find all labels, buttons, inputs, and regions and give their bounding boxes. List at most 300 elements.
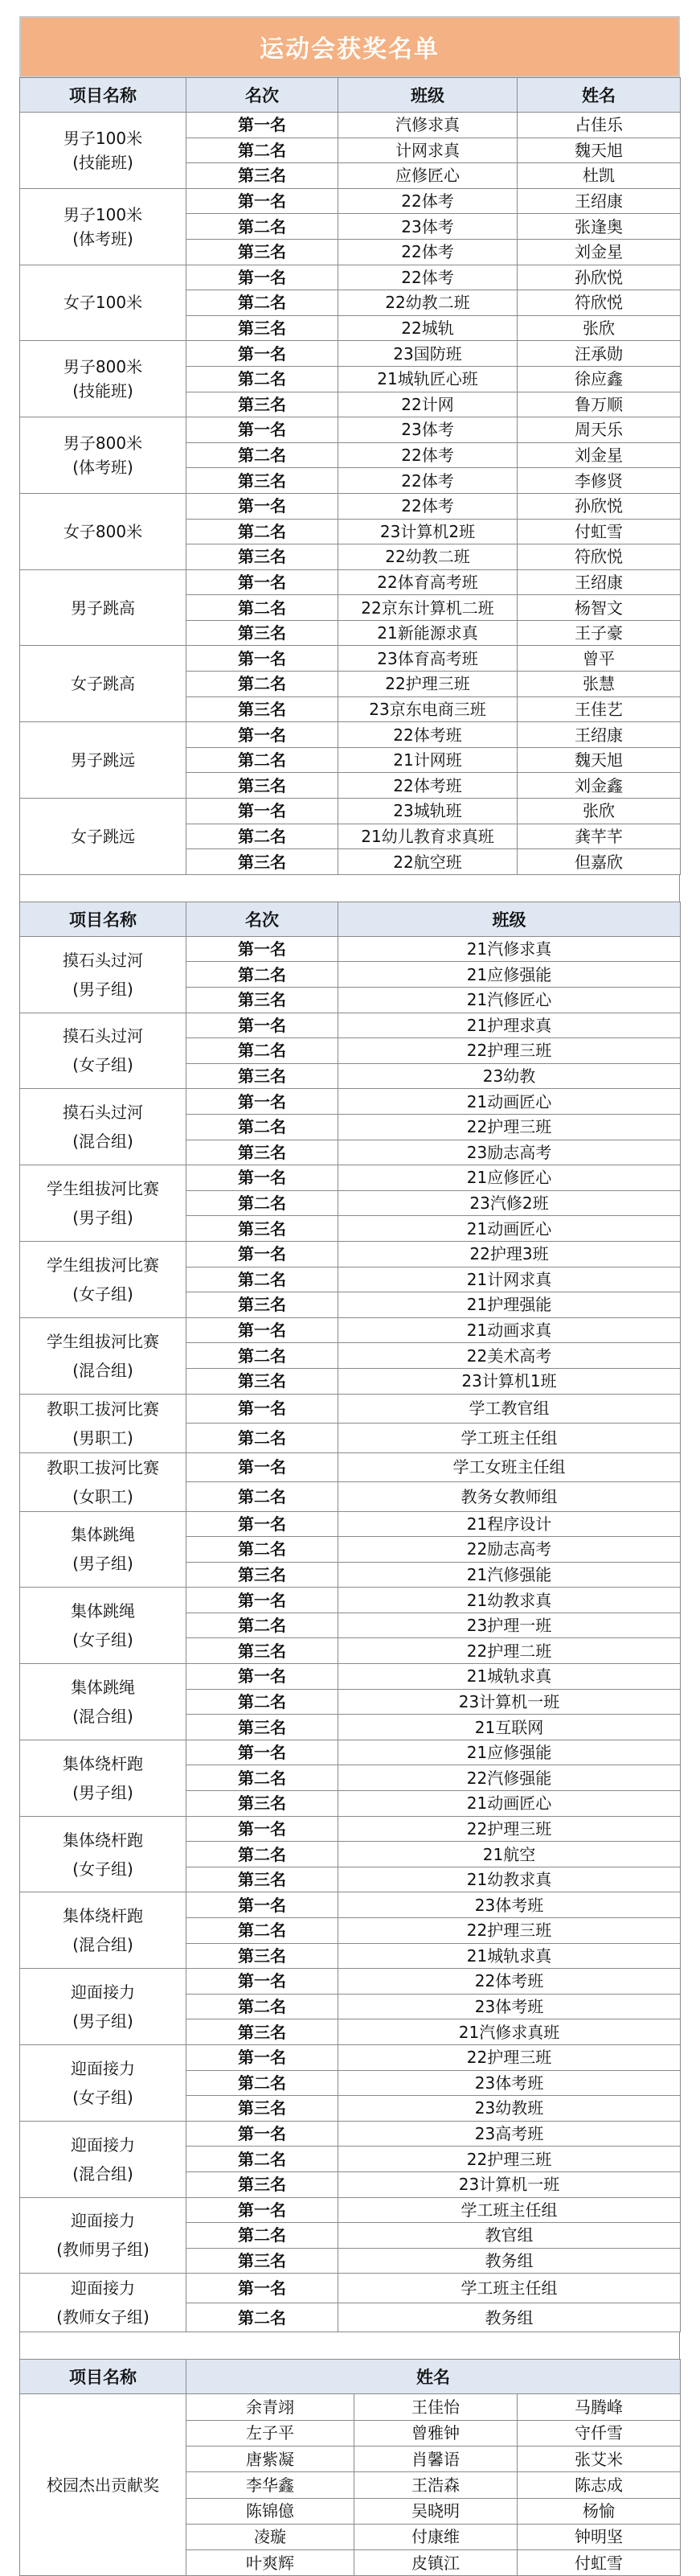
rank-cell: 第三名 — [186, 1292, 338, 1318]
column-header: 项目名称 — [20, 902, 186, 936]
award-document — [19, 16, 680, 2576]
event-name-line: 集体跳绳 — [71, 1525, 135, 1545]
event-name-line: 男子100米 — [63, 204, 143, 224]
class-cell: 21应修强能 — [338, 1740, 681, 1765]
rank-cell: 第一名 — [186, 646, 338, 672]
class-cell: 23城轨班 — [338, 799, 518, 824]
event-name-cell — [20, 1394, 186, 1452]
event-name-line: (混合组) — [72, 1935, 133, 1955]
class-cell: 21护理求真 — [338, 1013, 681, 1038]
class-cell: 22励志高考 — [338, 1537, 681, 1563]
rank-cell: 第一名 — [186, 799, 338, 824]
rank-cell: 第二名 — [186, 1267, 338, 1292]
rank-cell: 第三名 — [186, 2096, 338, 2122]
name-cell: 吴晓明 — [354, 2498, 518, 2524]
rank-cell: 第二名 — [186, 2147, 338, 2172]
class-cell: 22汽修强能 — [338, 1765, 681, 1791]
name-cell: 付虹雪 — [518, 2550, 681, 2576]
name-cell: 守仟雪 — [518, 2420, 681, 2446]
event-name-line: (女职工) — [72, 1486, 133, 1506]
class-cell: 22体考 — [338, 442, 518, 468]
event-name-line: (女子组) — [72, 1284, 133, 1304]
event-name-line: 迎面接力 — [71, 2134, 135, 2155]
event-name-line: 迎面接力 — [71, 2211, 135, 2231]
class-cell: 22护理三班 — [338, 1038, 681, 1064]
event-name-line: (男子组) — [72, 1208, 133, 1228]
event-name-line: (体考班) — [72, 228, 133, 249]
class-cell: 21汽修求真班 — [338, 2019, 681, 2045]
rank-cell: 第一名 — [186, 1452, 338, 1482]
document-title: 运动会获奖名单 — [19, 16, 680, 77]
name-cell: 左子平 — [186, 2420, 354, 2446]
table-row — [20, 1816, 681, 1842]
name-cell: 付康维 — [354, 2524, 518, 2549]
column-header: 名次 — [186, 902, 338, 936]
class-cell: 21新能源求真 — [338, 620, 518, 646]
class-cell: 23汽修2班 — [338, 1190, 681, 1216]
table-row — [20, 569, 681, 595]
class-cell: 23体考班 — [338, 1892, 681, 1918]
name-cell: 孙欣悦 — [518, 265, 681, 290]
rank-cell: 第二名 — [186, 290, 338, 316]
name-cell: 王浩森 — [354, 2472, 518, 2498]
name-cell: 汪承勋 — [518, 341, 681, 367]
event-name-line: 摸石头过河 — [63, 1026, 143, 1046]
rank-cell: 第一名 — [186, 2044, 338, 2070]
rank-cell: 第二名 — [186, 1918, 338, 1944]
table-row — [20, 2197, 681, 2223]
class-cell: 21动画匠心 — [338, 1089, 681, 1115]
event-name-cell — [20, 1165, 186, 1242]
event-name-cell — [20, 341, 186, 417]
class-cell: 22护理3班 — [338, 1241, 681, 1267]
event-name-line: (教师男子组) — [56, 2240, 149, 2260]
event-name-line: 集体绕杆跑 — [63, 1830, 143, 1850]
rank-cell: 第三名 — [186, 1791, 338, 1817]
rank-cell: 第二名 — [186, 1689, 338, 1715]
name-cell: 杨智文 — [518, 595, 681, 621]
name-cell: 王佳艺 — [518, 696, 681, 722]
rank-cell: 第三名 — [186, 620, 338, 646]
table-row — [20, 1165, 681, 1191]
name-cell: 陈锦億 — [186, 2498, 354, 2524]
table-row — [20, 1394, 681, 1424]
rank-cell: 第二名 — [186, 1114, 338, 1140]
class-cell: 21汽修求真 — [338, 936, 681, 962]
header-row — [20, 78, 681, 113]
event-name-line: (男子组) — [72, 979, 133, 999]
class-cell: 学工班主任组 — [338, 1424, 681, 1453]
class-cell: 22计网 — [338, 392, 518, 417]
name-cell: 余青翊 — [186, 2394, 354, 2420]
class-cell: 23计算机1班 — [338, 1368, 681, 1394]
name-cell: 凌璇 — [186, 2524, 354, 2549]
event-name-cell — [20, 569, 186, 646]
header-row — [20, 902, 681, 936]
rank-cell: 第二名 — [186, 366, 338, 392]
rank-cell: 第一名 — [186, 1816, 338, 1842]
name-cell: 曾雅钟 — [354, 2420, 518, 2446]
event-name-line: 集体绕杆跑 — [63, 1753, 143, 1773]
class-cell: 22美术高考 — [338, 1343, 681, 1369]
class-cell: 23体育高考班 — [338, 646, 518, 672]
event-name-cell — [20, 1892, 186, 1969]
class-cell: 22城轨 — [338, 315, 518, 341]
rank-cell: 第二名 — [186, 2223, 338, 2249]
event-name-line: (技能班) — [72, 152, 133, 172]
event-name-line: (教师女子组) — [56, 2307, 149, 2327]
class-cell: 22幼教二班 — [338, 290, 518, 316]
table-row — [20, 1969, 681, 1995]
event-name-cell — [20, 113, 186, 189]
event-name-cell — [20, 2044, 186, 2121]
rank-cell: 第二名 — [186, 1038, 338, 1064]
event-name-line: 男子800米 — [63, 433, 143, 454]
rank-cell: 第三名 — [186, 1638, 338, 1664]
rank-cell: 第三名 — [186, 1140, 338, 1165]
rank-cell: 第一名 — [186, 1664, 338, 1690]
name-cell: 张逢奥 — [518, 214, 681, 240]
rank-cell: 第三名 — [186, 2171, 338, 2197]
rank-cell: 第一名 — [186, 1394, 338, 1424]
table-row — [20, 113, 681, 138]
table-row — [20, 1740, 681, 1765]
rank-cell: 第一名 — [186, 1740, 338, 1765]
rank-cell: 第二名 — [186, 1190, 338, 1216]
class-cell: 22护理三班 — [338, 2044, 681, 2070]
class-cell: 教务组 — [338, 2248, 681, 2274]
rank-cell: 第三名 — [186, 468, 338, 494]
individual-events-table — [19, 77, 681, 875]
event-name-line: 男子跳远 — [71, 750, 135, 770]
class-cell: 21城轨匠心班 — [338, 366, 518, 392]
rank-cell: 第一名 — [186, 2274, 338, 2303]
name-cell: 刘金星 — [518, 442, 681, 468]
rank-cell: 第二名 — [186, 1613, 338, 1638]
name-cell: 曾平 — [518, 646, 681, 672]
event-name-line: (体考班) — [72, 458, 133, 478]
table-row — [20, 2394, 681, 2420]
name-cell: 龚芊芊 — [518, 824, 681, 849]
rank-cell: 第一名 — [186, 2121, 338, 2147]
rank-cell: 第一名 — [186, 1013, 338, 1038]
class-cell: 21幼教求真 — [338, 1867, 681, 1892]
rank-cell: 第一名 — [186, 1969, 338, 1995]
event-name-line: 迎面接力 — [71, 2278, 135, 2299]
class-cell: 计网求真 — [338, 138, 518, 163]
event-name-cell — [20, 417, 186, 494]
event-name-line: 集体跳绳 — [71, 1601, 135, 1621]
class-cell: 22体考 — [338, 239, 518, 265]
class-cell: 23幼教 — [338, 1063, 681, 1089]
name-cell: 叶爽辉 — [186, 2550, 354, 2576]
class-cell: 21互联网 — [338, 1715, 681, 1740]
rank-cell: 第三名 — [186, 163, 338, 189]
event-name-cell — [20, 1317, 186, 1394]
name-cell: 孙欣悦 — [518, 493, 681, 519]
name-cell: 刘金星 — [518, 239, 681, 265]
class-cell: 23国防班 — [338, 341, 518, 367]
name-cell: 杨愉 — [518, 2498, 681, 2524]
rank-cell: 第三名 — [186, 849, 338, 875]
class-cell: 22护理三班 — [338, 1816, 681, 1842]
event-name-line: (女子组) — [72, 2087, 133, 2107]
event-name-cell — [20, 1452, 186, 1511]
header-row — [20, 2360, 681, 2394]
event-name-line: 男子800米 — [63, 357, 143, 377]
rank-cell: 第一名 — [186, 569, 338, 595]
event-name-line: 迎面接力 — [71, 2058, 135, 2078]
event-name-line: 男子100米 — [63, 128, 143, 148]
name-cell: 张欣 — [518, 799, 681, 824]
event-name-cell — [20, 493, 186, 569]
rank-cell: 第一名 — [186, 417, 338, 443]
class-cell: 21动画匠心 — [338, 1216, 681, 1242]
class-cell: 教官组 — [338, 2223, 681, 2249]
team-events-table — [19, 902, 681, 2333]
event-name-cell — [20, 2197, 186, 2274]
class-cell: 22护理三班 — [338, 2147, 681, 2172]
name-cell: 钟明坚 — [518, 2524, 681, 2549]
event-name-line: (女子组) — [72, 1055, 133, 1075]
table-row — [20, 1241, 681, 1267]
event-name-cell — [20, 1816, 186, 1892]
rank-cell: 第三名 — [186, 1867, 338, 1892]
event-name-line: (女子组) — [72, 1630, 133, 1650]
name-cell: 唐紫凝 — [186, 2446, 354, 2471]
rank-cell: 第二名 — [186, 2070, 338, 2096]
name-cell: 王绍康 — [518, 188, 681, 214]
column-header: 项目名称 — [20, 2360, 186, 2394]
rank-cell: 第一名 — [186, 2197, 338, 2223]
class-cell: 21护理强能 — [338, 1292, 681, 1318]
rank-cell: 第三名 — [186, 1216, 338, 1242]
name-cell: 占佳乐 — [518, 113, 681, 138]
table-row — [20, 2121, 681, 2147]
section-gap — [19, 2332, 680, 2359]
rank-cell: 第二名 — [186, 1994, 338, 2019]
table-row — [20, 1892, 681, 1918]
name-cell: 张欣 — [518, 315, 681, 341]
event-name-line: (男子组) — [72, 1554, 133, 1574]
name-cell: 李华鑫 — [186, 2472, 354, 2498]
class-cell: 22幼教二班 — [338, 544, 518, 570]
class-cell: 23计算机一班 — [338, 2171, 681, 2197]
rank-cell: 第二名 — [186, 1424, 338, 1453]
table-row — [20, 799, 681, 824]
class-cell: 22护理三班 — [338, 1918, 681, 1944]
class-cell: 21动画求真 — [338, 1317, 681, 1343]
rank-cell: 第一名 — [186, 1511, 338, 1537]
name-cell: 王子豪 — [518, 620, 681, 646]
class-cell: 22体考班 — [338, 1969, 681, 1995]
class-cell: 23护理一班 — [338, 1613, 681, 1638]
name-cell: 符欣悦 — [518, 544, 681, 570]
class-cell: 21航空 — [338, 1842, 681, 1867]
class-cell: 21计网求真 — [338, 1267, 681, 1292]
rank-cell: 第三名 — [186, 2248, 338, 2274]
rank-cell: 第三名 — [186, 1562, 338, 1588]
class-cell: 21汽修匠心 — [338, 988, 681, 1013]
class-cell: 学工教官组 — [338, 1394, 681, 1424]
event-name-line: 迎面接力 — [71, 1982, 135, 2003]
rank-cell: 第一名 — [186, 1241, 338, 1267]
class-cell: 教务女教师组 — [338, 1482, 681, 1512]
table-row — [20, 341, 681, 367]
class-cell: 23体考 — [338, 214, 518, 240]
name-cell: 付虹雪 — [518, 519, 681, 544]
table-row — [20, 722, 681, 748]
column-header: 班级 — [338, 902, 681, 936]
class-cell: 22护理二班 — [338, 1638, 681, 1664]
event-name-line: 男子跳高 — [71, 598, 135, 618]
class-cell: 21应修匠心 — [338, 1165, 681, 1191]
table-row — [20, 265, 681, 290]
event-name-line: (男子组) — [72, 2011, 133, 2032]
class-cell: 23体考 — [338, 417, 518, 443]
event-name-cell — [20, 1241, 186, 1317]
event-name-cell — [20, 1969, 186, 2045]
class-cell: 23京东电商三班 — [338, 696, 518, 722]
rank-cell: 第二名 — [186, 824, 338, 849]
table-row — [20, 188, 681, 214]
class-cell: 22京东计算机二班 — [338, 595, 518, 621]
class-cell: 23体考班 — [338, 1994, 681, 2019]
class-cell: 22航空班 — [338, 849, 518, 875]
event-name-cell — [20, 1588, 186, 1664]
event-name-line: 女子跳高 — [71, 674, 135, 694]
event-name-line: 摸石头过河 — [63, 1103, 143, 1123]
rank-cell: 第二名 — [186, 1343, 338, 1369]
name-cell: 鲁万顺 — [518, 392, 681, 417]
table-row — [20, 493, 681, 519]
event-name-cell — [20, 1740, 186, 1816]
table-row — [20, 2274, 681, 2303]
rank-cell: 第二名 — [186, 519, 338, 544]
rank-cell: 第三名 — [186, 392, 338, 417]
name-cell: 刘金鑫 — [518, 773, 681, 799]
table-row — [20, 1013, 681, 1038]
rank-cell: 第二名 — [186, 1765, 338, 1791]
event-name-cell — [20, 1013, 186, 1089]
event-name-cell — [20, 936, 186, 1013]
rank-cell: 第三名 — [186, 544, 338, 570]
table-row — [20, 1452, 681, 1482]
class-cell: 22体考 — [338, 265, 518, 290]
class-cell: 22体考 — [338, 188, 518, 214]
rank-cell: 第二名 — [186, 595, 338, 621]
name-cell: 王绍康 — [518, 569, 681, 595]
name-cell: 魏天旭 — [518, 138, 681, 163]
rank-cell: 第二名 — [186, 672, 338, 697]
event-name-line: (技能班) — [72, 381, 133, 401]
event-name-cell — [20, 646, 186, 722]
class-cell: 23计算机2班 — [338, 519, 518, 544]
table-row — [20, 1089, 681, 1115]
event-name-cell — [20, 188, 186, 265]
rank-cell: 第一名 — [186, 265, 338, 290]
event-name-line: 学生组拔河比赛 — [47, 1255, 159, 1275]
rank-cell: 第三名 — [186, 1943, 338, 1969]
column-header: 姓名 — [186, 2360, 681, 2394]
class-cell: 21幼教求真 — [338, 1588, 681, 1613]
rank-cell: 第三名 — [186, 239, 338, 265]
class-cell: 23励志高考 — [338, 1140, 681, 1165]
rank-cell: 第一名 — [186, 341, 338, 367]
contribution-award-table — [19, 2359, 681, 2576]
class-cell: 22体考 — [338, 468, 518, 494]
table-row — [20, 1317, 681, 1343]
name-cell: 马腾峰 — [518, 2394, 681, 2420]
event-name-line: (混合组) — [72, 1706, 133, 1726]
section-gap — [19, 875, 680, 902]
event-name-cell — [20, 1664, 186, 1740]
name-cell: 周天乐 — [518, 417, 681, 443]
table-row — [20, 936, 681, 962]
rank-cell: 第三名 — [186, 2019, 338, 2045]
event-name-line: (男子组) — [72, 1782, 133, 1802]
class-cell: 21汽修强能 — [338, 1562, 681, 1588]
class-cell: 23计算机一班 — [338, 1689, 681, 1715]
class-cell: 学工班主任组 — [338, 2274, 681, 2303]
rank-cell: 第一名 — [186, 1892, 338, 1918]
class-cell: 23幼教班 — [338, 2096, 681, 2122]
rank-cell: 第二名 — [186, 747, 338, 773]
event-name-cell — [20, 265, 186, 341]
column-header: 项目名称 — [20, 78, 186, 113]
event-name-line: 集体绕杆跑 — [63, 1906, 143, 1926]
event-name-line: 教职工拔河比赛 — [47, 1457, 159, 1477]
event-name-cell — [20, 1511, 186, 1588]
class-cell: 22护理三班 — [338, 672, 518, 697]
rank-cell: 第三名 — [186, 1715, 338, 1740]
rank-cell: 第三名 — [186, 1368, 338, 1394]
class-cell: 21城轨求真 — [338, 1943, 681, 1969]
event-name-cell — [20, 2121, 186, 2197]
rank-cell: 第一名 — [186, 1317, 338, 1343]
column-header: 姓名 — [518, 78, 681, 113]
rank-cell: 第二名 — [186, 962, 338, 988]
event-name-cell — [20, 722, 186, 799]
column-header: 班级 — [338, 78, 518, 113]
name-cell: 皮镇江 — [354, 2550, 518, 2576]
rank-cell: 第二名 — [186, 1537, 338, 1563]
class-cell: 22护理三班 — [338, 1114, 681, 1140]
class-cell: 22体考 — [338, 493, 518, 519]
table-row — [20, 417, 681, 443]
rank-cell: 第一名 — [186, 1089, 338, 1115]
name-cell: 张慧 — [518, 672, 681, 697]
rank-cell: 第一名 — [186, 188, 338, 214]
column-header: 名次 — [186, 78, 338, 113]
name-cell: 杜凯 — [518, 163, 681, 189]
event-name-line: (混合组) — [72, 2163, 133, 2184]
class-cell: 教务组 — [338, 2303, 681, 2332]
class-cell: 汽修求真 — [338, 113, 518, 138]
rank-cell: 第二名 — [186, 442, 338, 468]
name-cell: 王绍康 — [518, 722, 681, 748]
rank-cell: 第三名 — [186, 773, 338, 799]
name-cell: 李修贤 — [518, 468, 681, 494]
class-cell: 22体考班 — [338, 773, 518, 799]
event-name-line: 女子跳远 — [71, 826, 135, 846]
rank-cell: 第二名 — [186, 1842, 338, 1867]
event-name-line: (混合组) — [72, 1132, 133, 1152]
table-row — [20, 1588, 681, 1613]
class-cell: 22体考班 — [338, 722, 518, 748]
rank-cell: 第一名 — [186, 493, 338, 519]
table-row — [20, 2044, 681, 2070]
